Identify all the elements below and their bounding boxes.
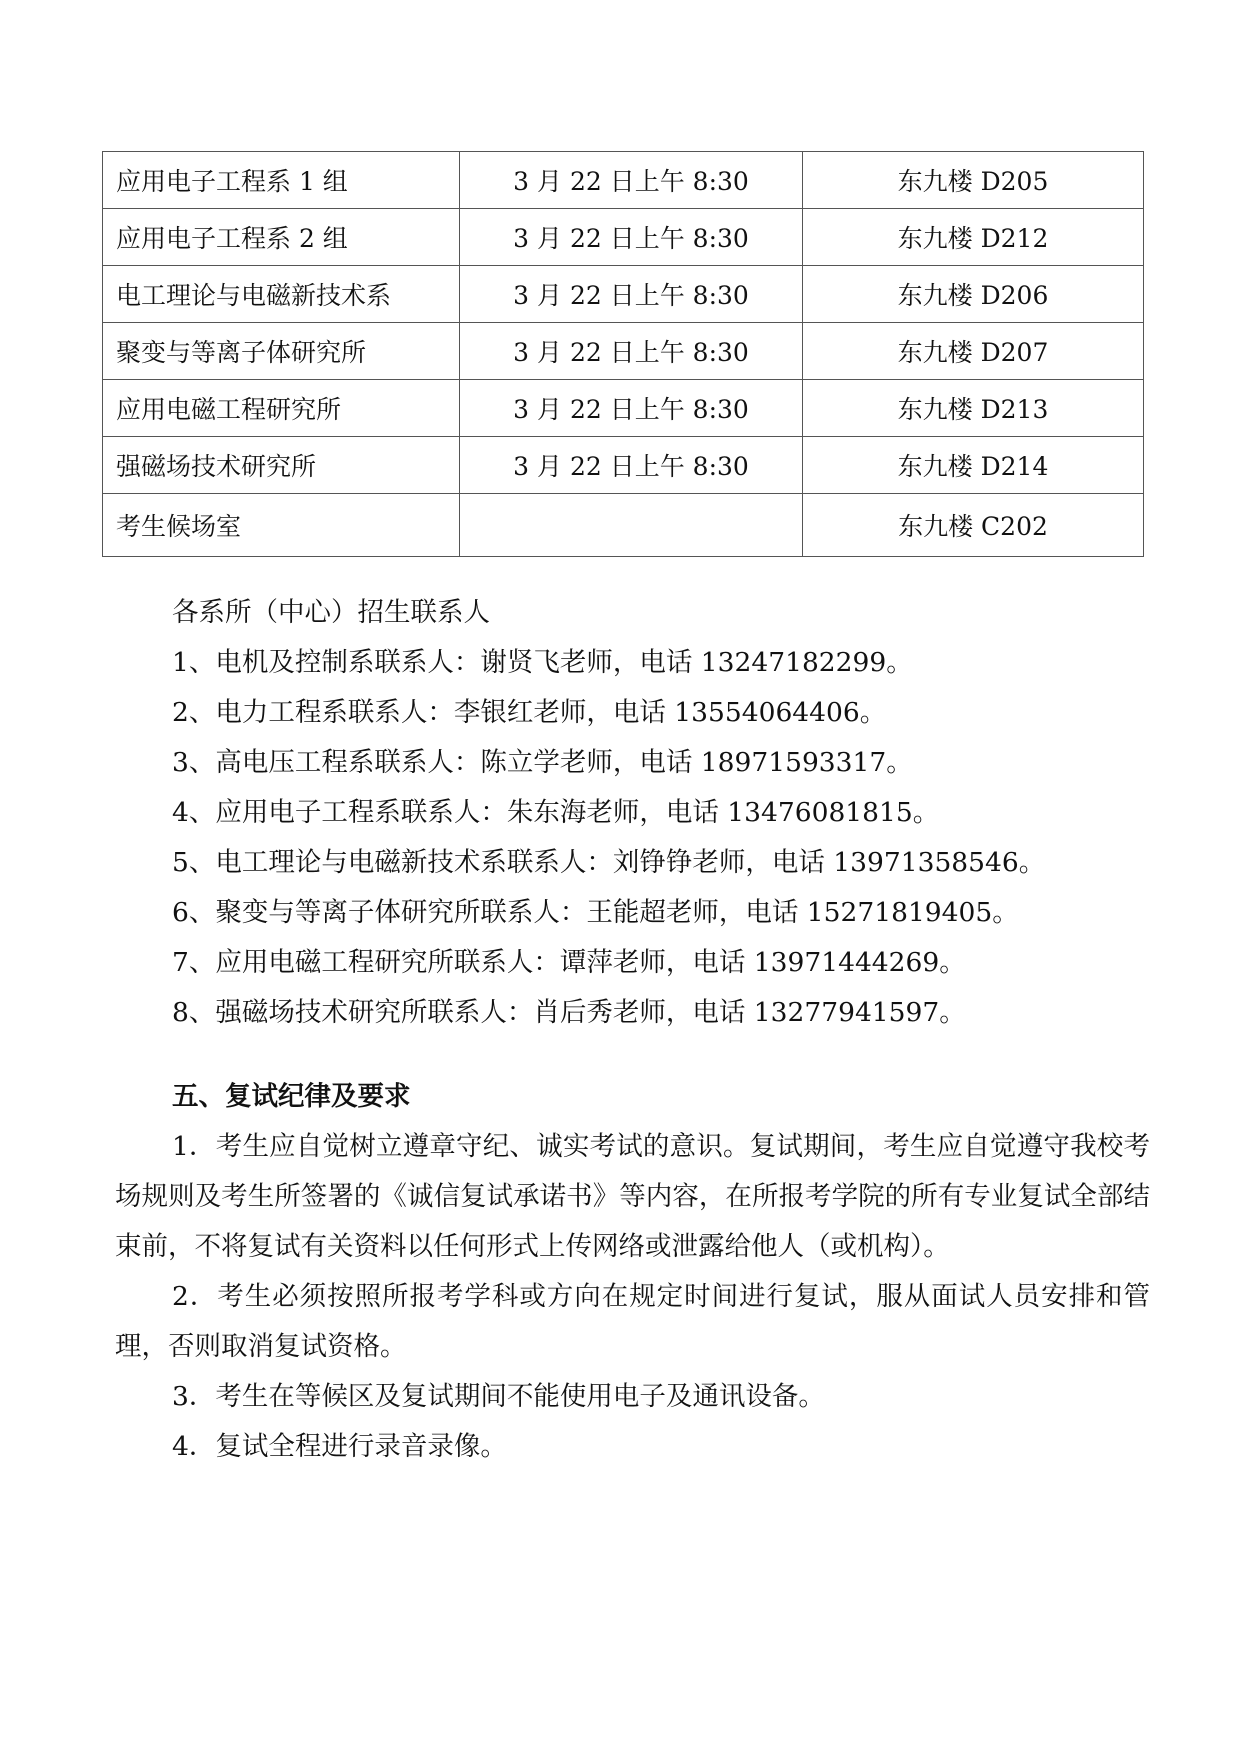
contact-item: 4、应用电子工程系联系人：朱东海老师，电话 13476081815。: [172, 797, 940, 828]
location-cell: 东九楼 D213: [803, 380, 1144, 437]
time-cell: 3 月 22 日上午 8:30: [460, 437, 803, 494]
table-row: [103, 209, 1144, 266]
location-cell: 东九楼 D212: [803, 209, 1144, 266]
time-cell: 3 月 22 日上午 8:30: [460, 380, 803, 437]
time-cell: 3 月 22 日上午 8:30: [460, 209, 803, 266]
contact-item: 8、强磁场技术研究所联系人：肖后秀老师，电话 13277941597。: [172, 997, 966, 1028]
table-row: [103, 437, 1144, 494]
discipline-item: 1．考生应自觉树立遵章守纪、诚实考试的意识。复试期间，考生应自觉遵守我校考场规则及考生所签署的《诚信复试承诺书》等内容，在所报考学院的所有专业复试全部结束前，不将复试有关资料以任何形式上传网络或泄露给他人（或机构）。: [115, 1131, 1150, 1262]
time-cell: 3 月 22 日上午 8:30: [460, 323, 803, 380]
time-cell: [460, 494, 803, 557]
contact-item: 3、高电压工程系联系人：陈立学老师，电话 18971593317。: [172, 747, 913, 778]
location-cell: 东九楼 D207: [803, 323, 1144, 380]
location-cell: 东九楼 C202: [803, 494, 1144, 557]
table-row: [103, 152, 1144, 209]
location-cell: 东九楼 D206: [803, 266, 1144, 323]
section-heading: 五、复试纪律及要求: [172, 1081, 411, 1112]
contacts-heading: 各系所（中心）招生联系人: [172, 597, 490, 628]
contacts-section: [172, 588, 1172, 1038]
contact-item: 7、应用电磁工程研究所联系人：谭萍老师，电话 13971444269。: [172, 947, 966, 978]
discipline-item: 3．考生在等候区及复试期间不能使用电子及通讯设备。: [172, 1381, 825, 1412]
contact-item: 6、聚变与等离子体研究所联系人：王能超老师，电话 15271819405。: [172, 897, 1019, 928]
table-row: [103, 323, 1144, 380]
discipline-section: [115, 1072, 1150, 1472]
time-cell: 3 月 22 日上午 8:30: [460, 152, 803, 209]
contact-item: 5、电工理论与电磁新技术系联系人：刘铮铮老师，电话 13971358546。: [172, 847, 1046, 878]
unit-cell: 聚变与等离子体研究所: [103, 323, 460, 380]
contact-item: 1、电机及控制系联系人：谢贤飞老师，电话 13247182299。: [172, 647, 913, 678]
unit-cell: 应用电子工程系 2 组: [103, 209, 460, 266]
discipline-item: 4．复试全程进行录音录像。: [172, 1431, 507, 1462]
discipline-item: 2．考生必须按照所报考学科或方向在规定时间进行复试，服从面试人员安排和管理，否则取消复试资格。: [115, 1281, 1150, 1362]
location-cell: 东九楼 D205: [803, 152, 1144, 209]
table-row: [103, 266, 1144, 323]
table-row: [103, 494, 1144, 557]
unit-cell: 强磁场技术研究所: [103, 437, 460, 494]
unit-cell: 考生候场室: [103, 494, 460, 557]
table-row: [103, 380, 1144, 437]
time-cell: 3 月 22 日上午 8:30: [460, 266, 803, 323]
location-cell: 东九楼 D214: [803, 437, 1144, 494]
schedule-table: [102, 151, 1144, 557]
unit-cell: 电工理论与电磁新技术系: [103, 266, 460, 323]
unit-cell: 应用电子工程系 1 组: [103, 152, 460, 209]
unit-cell: 应用电磁工程研究所: [103, 380, 460, 437]
contact-item: 2、电力工程系联系人：李银红老师，电话 13554064406。: [172, 697, 887, 728]
